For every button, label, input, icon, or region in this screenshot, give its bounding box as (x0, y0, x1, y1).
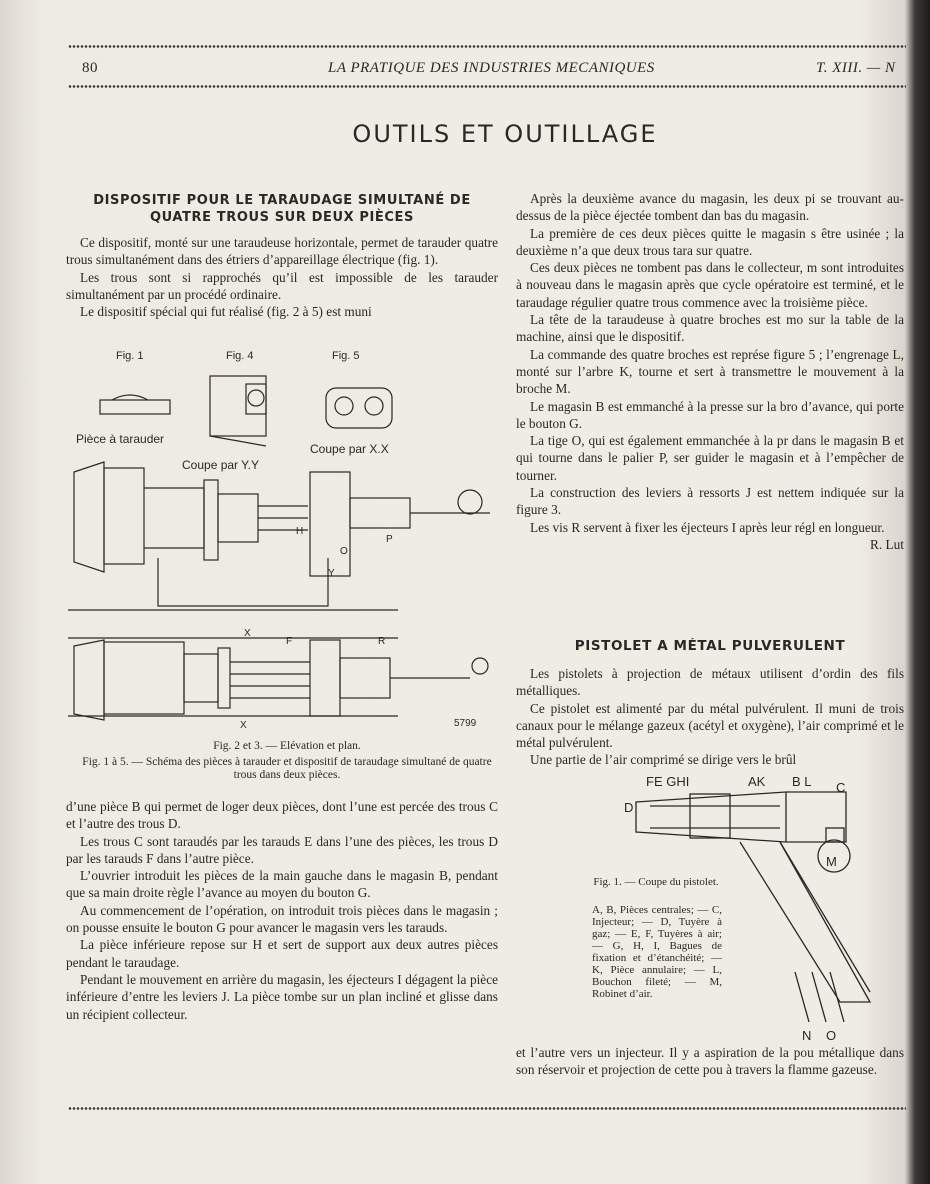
article1-paragraph: La commande des quatre broches est représe figure 5 ; l’engrenage L, monté sur l’arbre K, tourne et sert à transmettre le mouvement à la broche M. (516, 346, 904, 397)
pistol-label-fe-ghi: FE GHI (646, 774, 690, 789)
volume-number: T. XIII. — N (816, 60, 896, 76)
article1-paragraph: d’une pièce B qui permet de loger deux pièces, dont l’une est percée des trous C et l’autre des trous D. (66, 799, 498, 832)
pistol-label-c: C (836, 780, 846, 795)
page-number: 80 (82, 60, 98, 76)
bottom-dotted-rule (68, 1106, 906, 1111)
article1-paragraph: La tête de la taraudeuse à quatre broches est mo sur la table de la machine, ainsi que le dispositif. (516, 312, 904, 345)
article2-paragraph: Les pistolets à projection de métaux utilisent d’ordin des fils métalliques. (516, 666, 904, 699)
article1-paragraph: Le magasin B est emmanché à la presse sur la bro d’avance, qui porte le bouton G. (516, 398, 904, 431)
svg-text:R: R (378, 636, 386, 647)
pistol-label-bl: B L (792, 774, 812, 789)
section-title: OUTILS ET OUTILLAGE (352, 120, 658, 148)
fig5-label: Fig. 5 (332, 350, 360, 362)
article1-paragraph: Au commencement de l’opération, on introduit trois pièces dans le magasin ; on pousse ensuite le bouton G pour avancer le magasin vers les tarauds. (66, 902, 498, 936)
pistol-legend: A, B, Pièces centrales; — C, Injecteur; — D, Tuyère à gaz; — E, F, Tuyères à air; — G, H, I, Bagues de fixation et d’étanchéité; — K, Pièce annulaire; — L, Bouchon fileté; — M, Robinet d’air. (592, 904, 722, 1000)
article1-paragraph: Les trous C sont taraudés par les tarauds E dans l’une des pièces, les trous D par les tarauds F dans l’autre pièce. (66, 833, 498, 866)
article2-paragraph: et l’autre vers un injecteur. Il y a aspiration de la pou métallique dans son réservoir et projection de cette pou à travers la flamme gazeuse. (516, 1045, 904, 1078)
article2-tail (516, 1044, 904, 1096)
running-header (68, 60, 906, 78)
svg-text:O: O (340, 546, 348, 557)
figure-caption-1: Fig. 2 et 3. — Elévation et plan. (213, 740, 361, 752)
pistol-label-m: M (826, 854, 837, 869)
pistol-label-o: O (826, 1028, 837, 1040)
article1-paragraph: La construction des leviers à ressorts J est nettem indiquée sur la figure 3. (516, 485, 904, 518)
pistol-figure (590, 772, 890, 1040)
taraudage-figure (60, 348, 500, 740)
article1-signature: R. Lut (870, 536, 904, 552)
article1-continued (516, 190, 904, 630)
piece-label: Pièce à tarauder (76, 432, 165, 446)
article1-body (66, 798, 498, 1023)
svg-text:H: H (296, 526, 304, 537)
header-dotted-rule (68, 84, 906, 89)
article1-paragraph: Ces deux pièces ne tombent pas dans le collecteur, m sont introduites à nouveau dans le magasin après que cycle opératoire est terminé, et le taraudage régulier quatre trous commence avec la troisième pièce. (516, 260, 904, 310)
pistol-label-n: N (802, 1028, 812, 1040)
pistol-label-d: D (624, 800, 634, 815)
article1-paragraph: La tige O, qui est également emmanchée à la pr dans le magasin B et qui tourne dans le palier P, ser guider le magasin et à l’empêcher de tourner. (516, 433, 904, 483)
article1-paragraph: L’ouvrier introduit les pièces de la main gauche dans le magasin B, pendant que sa main droite règle l’avance au moyen du bouton G. (66, 868, 498, 901)
article1-intro (66, 192, 498, 320)
article2-paragraph: Ce pistolet est alimenté par du métal pulvérulent. Il muni de trois canaux pour le mélange gazeux (acétyl et oxygène), l’air comprimé et le métal pulvérulent. (516, 700, 904, 751)
cut-yy-label: Coupe par Y.Y (182, 458, 259, 472)
article1-paragraph: La pièce inférieure repose sur H et sert de support aux deux autres pièces pendant le taraudage. (66, 937, 498, 970)
svg-text:X: X (244, 628, 251, 639)
journal-title: LA PRATIQUE DES INDUSTRIES MECANIQUES (328, 60, 655, 76)
svg-text:Y: Y (328, 568, 335, 579)
svg-text:P: P (386, 534, 393, 545)
article1-paragraph: Les trous sont si rapprochés qu’il est impossible de les tarauder simultanément par un procédé ordinaire. (66, 269, 498, 302)
svg-text:F: F (286, 636, 293, 647)
top-dotted-rule (68, 44, 906, 49)
machine-drawing (60, 348, 500, 740)
article1-title: DISPOSITIF POUR LE TARAUDAGE SIMULTANÉ DE QUATRE TROUS SUR DEUX PIÈCES (93, 193, 471, 225)
article1-paragraph: Le dispositif spécial qui fut réalisé (fig. 2 à 5) est muni (80, 304, 372, 320)
article1-paragraph: La première de ces deux pièces quitte le magasin s être usinée ; la deuxième n’a que deux trous tara sur quatre. (516, 225, 904, 258)
article2-paragraph: Une partie de l’air comprimé se dirige vers le brûl (530, 752, 797, 768)
article2-intro (516, 638, 904, 772)
svg-text:X: X (240, 720, 247, 731)
fig4-label: Fig. 4 (226, 350, 254, 362)
article1-paragraph: Pendant le mouvement en arrière du magasin, les éjecteurs I dégagent la pièce inférieure d’entre les leviers J. La pièce tombe sur un plan incliné et glisse dans un récipient collecteur. (66, 971, 498, 1022)
article1-paragraph: Les vis R servent à fixer les éjecteurs I après leur régl en longueur. (530, 519, 885, 535)
article1-paragraph: Après la deuxième avance du magasin, les deux pi se trouvant au-dessus de la pièce éjectée tombent dan bas du magasin. (516, 191, 904, 224)
figure-caption-2: Fig. 1 à 5. — Schéma des pièces à tarauder et dispositif de taraudage simultané de quatre trous dans deux pièces. (82, 756, 492, 781)
fig1-label: Fig. 1 (116, 350, 144, 362)
pistol-caption: Fig. 1. — Coupe du pistolet. (593, 876, 719, 888)
svg-text:5799: 5799 (454, 718, 477, 729)
article2-title: PISTOLET A MÉTAL PULVERULENT (574, 638, 846, 654)
article1-paragraph: Ce dispositif, monté sur une taraudeuse horizontale, permet de tarauder quatre trous simultanément dans des étriers d’appareillage électrique (fig. 1). (66, 235, 498, 268)
pistol-label-ak: AK (748, 774, 766, 789)
cut-xx-label: Coupe par X.X (310, 442, 389, 456)
